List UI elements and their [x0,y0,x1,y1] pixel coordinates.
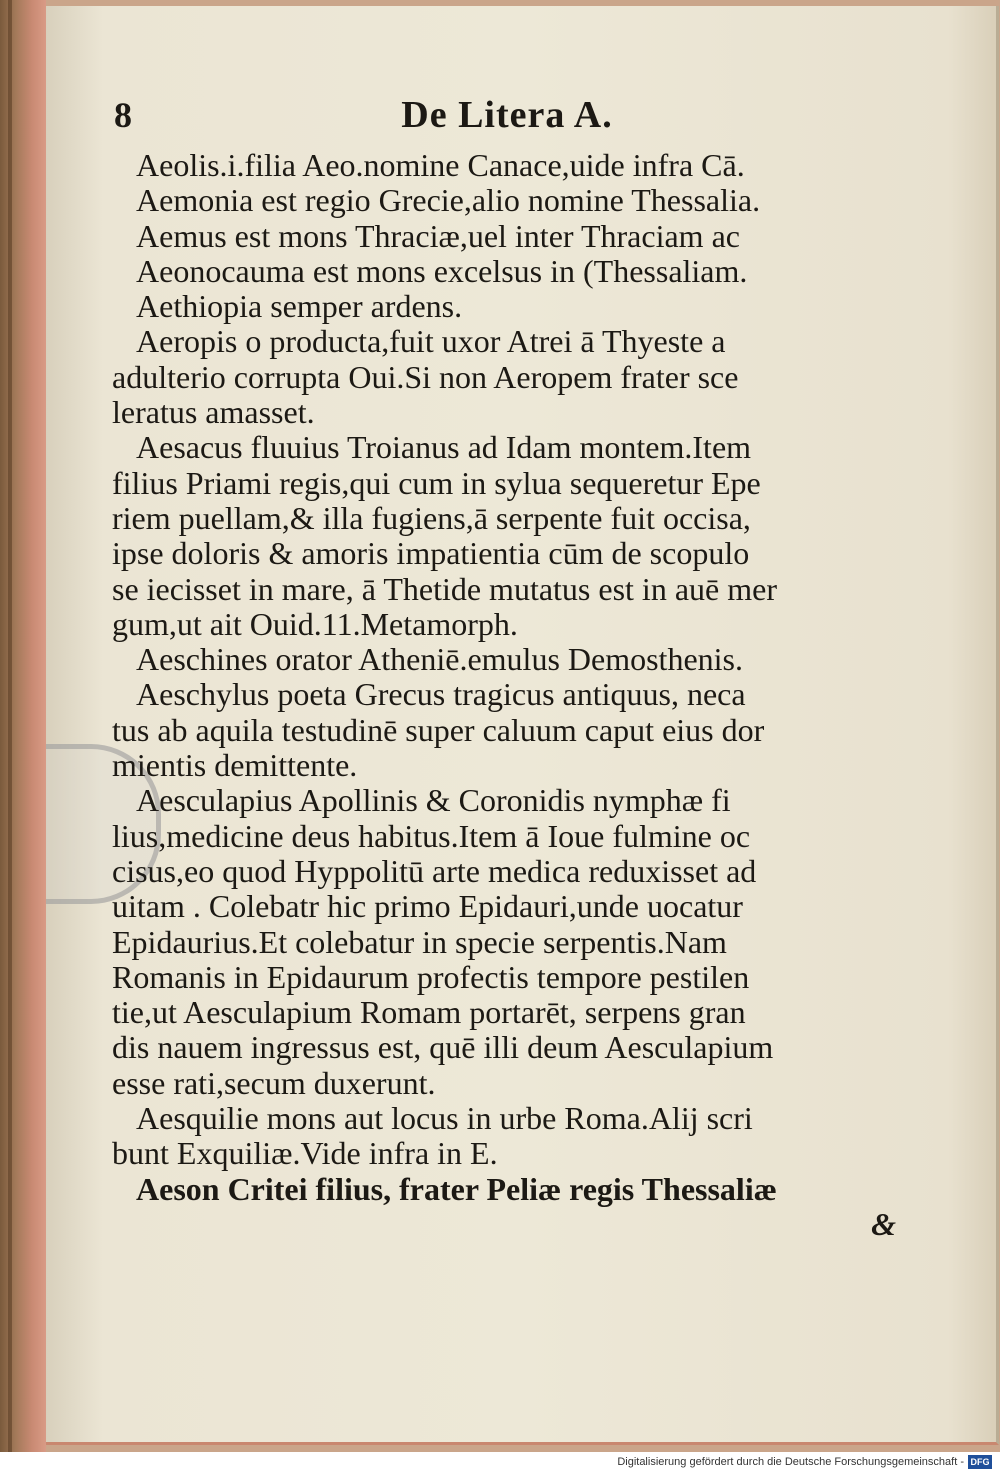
dfg-credit: Digitalisierung gefördert durch die Deutsche Forschungsgemeinschaft - [617,1456,964,1468]
text-line: riem puellam,& illa fugiens,ā serpente fuit occisa, [112,499,751,536]
book-edge [0,0,46,1452]
page-header [112,94,902,144]
text-line: Aemonia est regio Grecie,alio nomine Thessalia. [136,182,761,219]
text-line: filius Priami regis,qui cum in sylua sequeretur Epe [112,464,761,501]
text-line: lius,medicine deus habitus.Item ā Ioue fulmine oc [112,817,751,854]
text-line: Romanis in Epidaurum profectis tempore pestilen [112,958,750,995]
text-line: uitam . Colebatr hic primo Epidauri,unde uocatur [112,888,743,925]
text-block [112,94,902,1242]
text-line: Aesquilie mons aut locus in urbe Roma.Alij scri [136,1100,753,1137]
running-head: De Litera A. [401,94,613,136]
text-line: mientis demittente. [112,747,358,784]
text-line: esse rati,secum duxerunt. [112,1064,436,1101]
text-line: gum,ut ait Ouid.11.Metamorph. [112,605,518,642]
text-line: Aeschines orator Atheniē.emulus Demosthenis. [136,641,743,678]
text-line: leratus amasset. [112,394,315,431]
text-line: ipse doloris & amoris impatientia cūm de scopulo [112,535,750,572]
text-line: tie,ut Aesculapium Romam portarēt, serpens gran [112,994,746,1031]
text-line: se iecisset in mare, ā Thetide mutatus est in auē mer [112,570,777,607]
text-line: cisus,eo quod Hyppolitū arte medica reduxisset ad [112,852,757,889]
footer-bar [0,1452,1000,1474]
dfg-logo-icon: DFG [968,1455,992,1469]
text-line: Aethiopia semper ardens. [136,288,463,325]
text-line: Aemus est mons Thraciæ,uel inter Thraciam ac [136,217,740,254]
page-number: 8 [114,95,132,135]
text-line: Aesacus fluuius Troianus ad Idam montem.Item [136,429,752,466]
text-line: dis nauem ingressus est, quē illi deum Aesculapium [112,1029,774,1066]
text-line: Aeropis o producta,fuit uxor Atrei ā Thyeste a [136,323,726,360]
text-line: Aeolis.i.filia Aeo.nomine Canace,uide infra Cā. [136,147,745,183]
text-line: Epidaurius.Et colebatur in specie serpentis.Nam [112,923,727,960]
text-line: Aesculapius Apollinis & Coronidis nymphæ fi [136,782,731,819]
text-line: bunt Exquiliæ.Vide infra in E. [112,1135,498,1172]
catchword: & [871,1205,896,1242]
text-line: tus ab aquila testudinē super caluum caput eius dor [112,711,765,748]
text-line: adulterio corrupta Oui.Si non Aeropem frater sce [112,358,739,395]
text-line: Aeson Critei filius, frater Peliæ regis Thessaliæ [136,1170,777,1207]
text-line: Aeonocauma est mons excelsus in (Thessaliam. [136,252,748,289]
text-line: Aeschylus poeta Grecus tragicus antiquus, neca [136,676,746,713]
